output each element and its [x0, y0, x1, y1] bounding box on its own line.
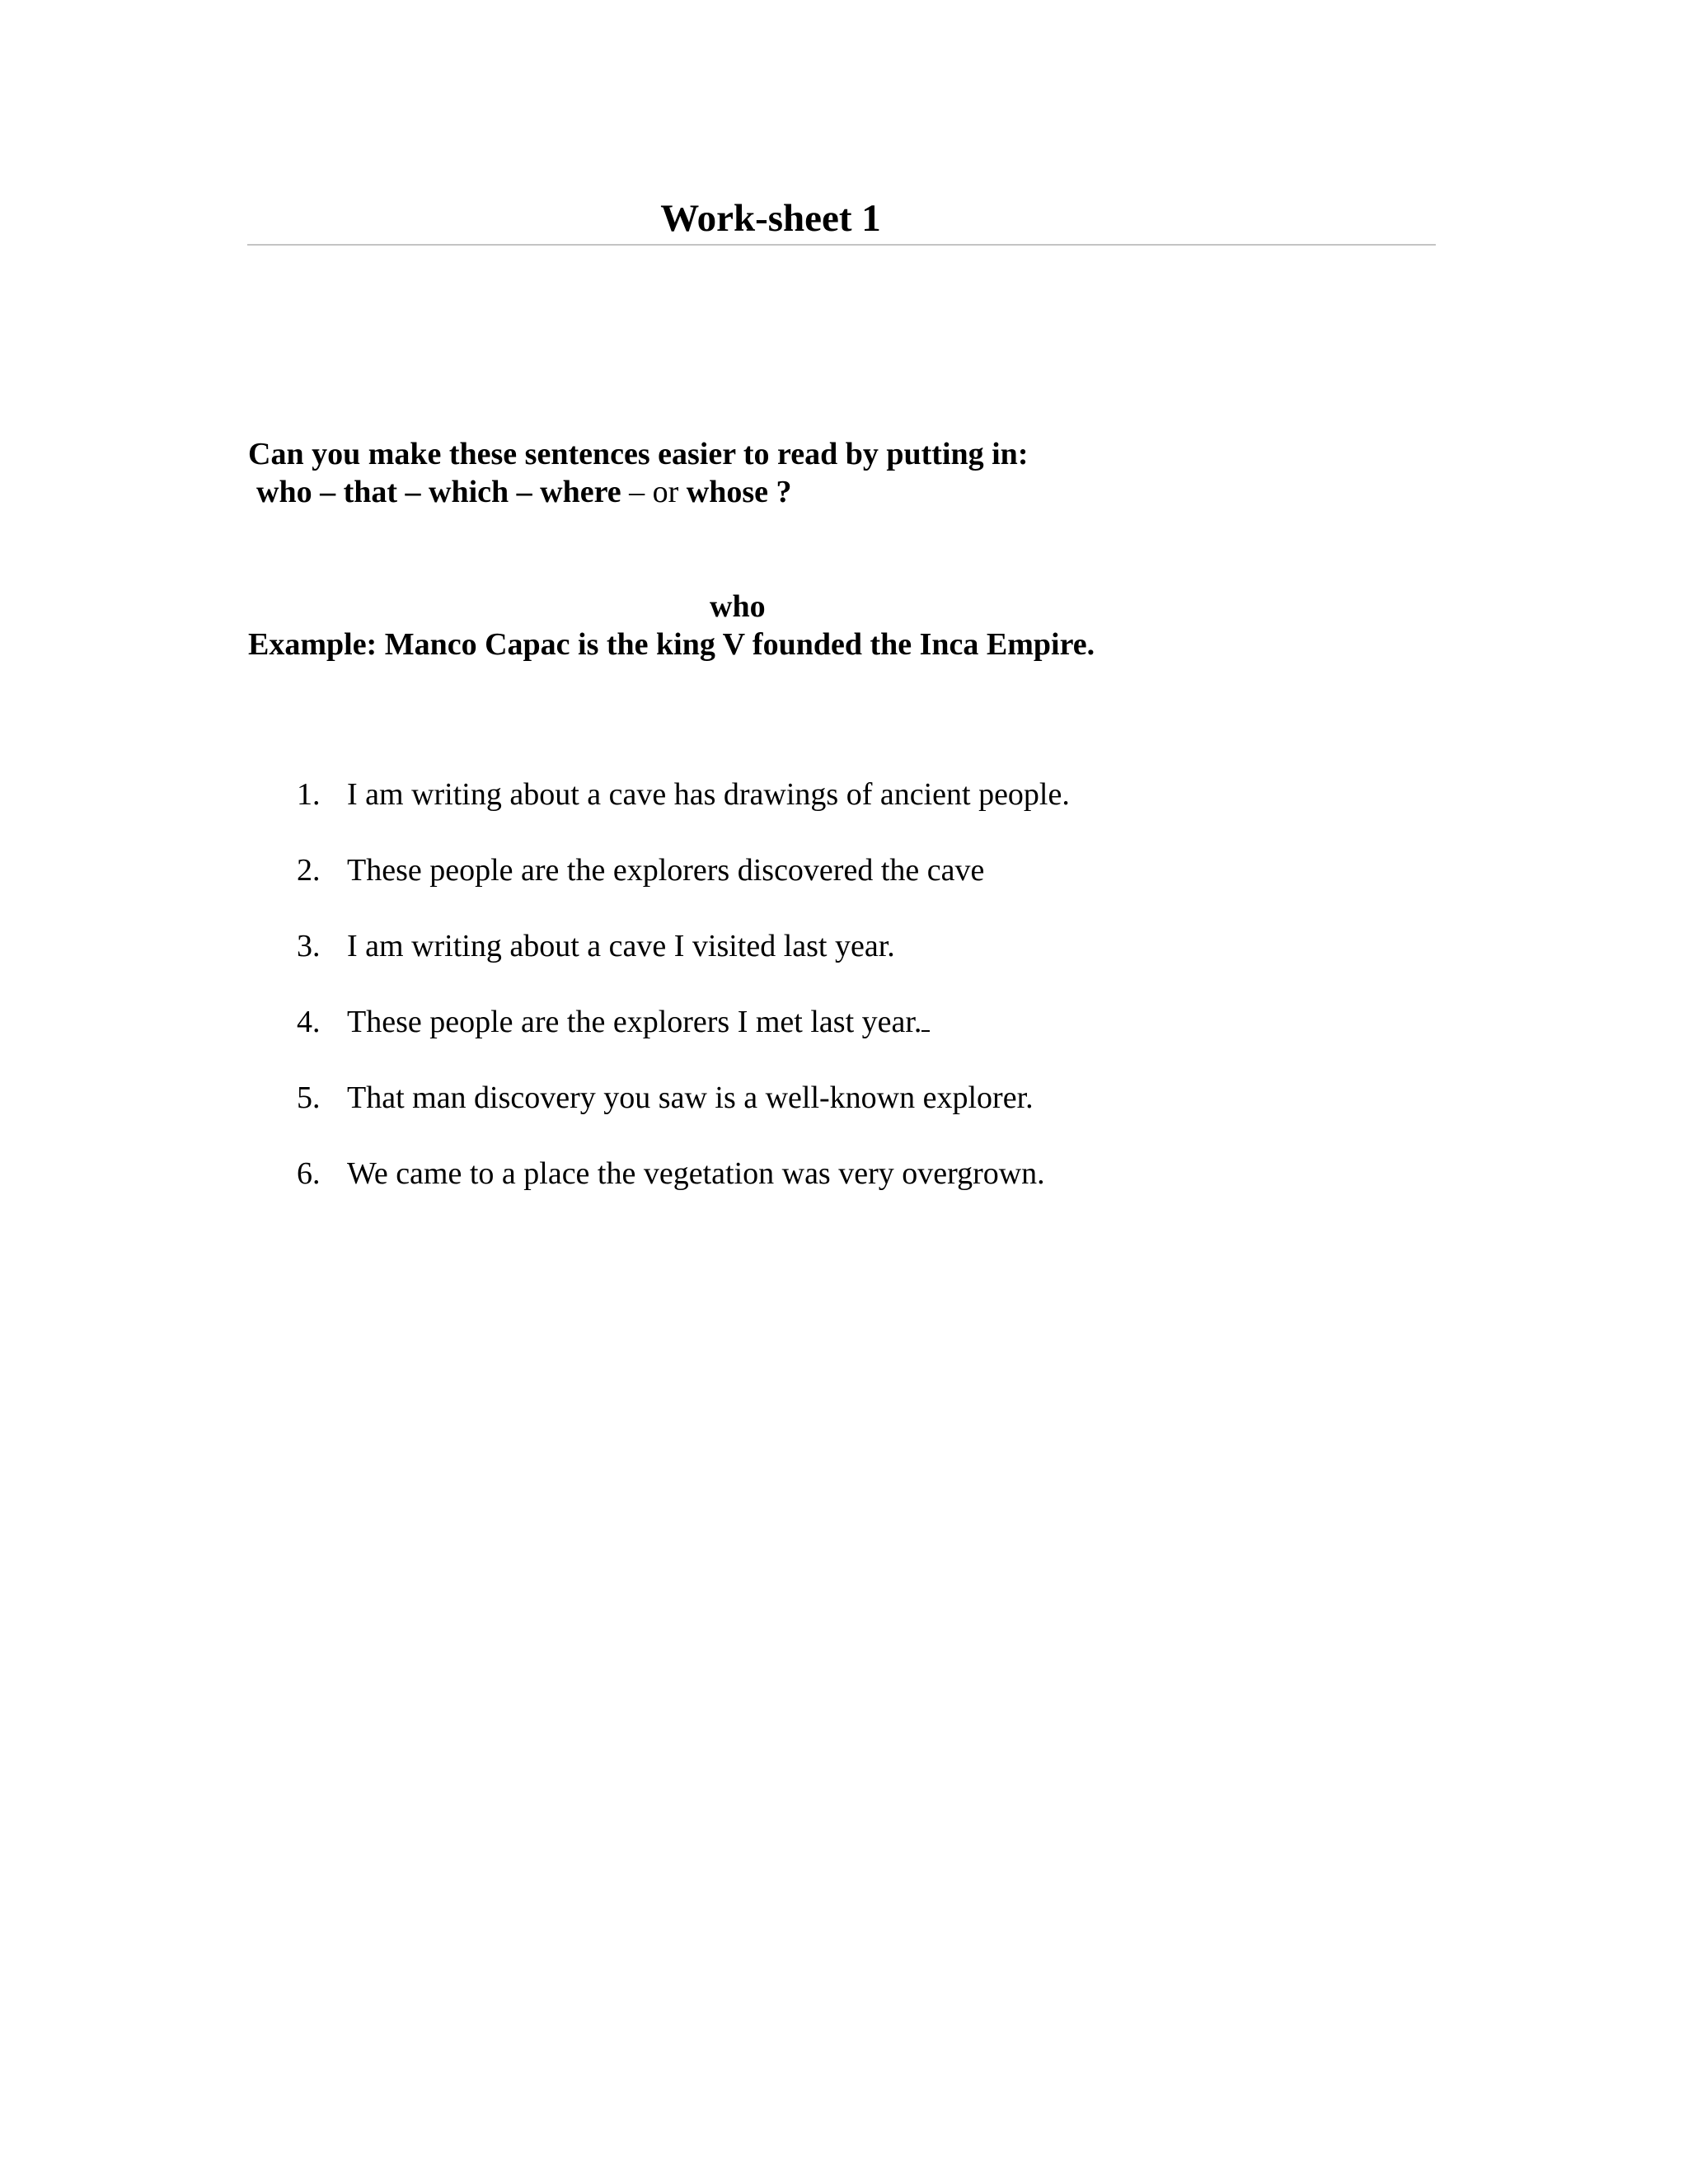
example-inserted-word: who	[710, 589, 766, 624]
word-options-or: – or	[621, 475, 687, 509]
instruction-line: Can you make these sentences easier to read by putting in:	[248, 437, 1029, 471]
answer-blank-mark	[921, 1005, 930, 1032]
list-item-text: I am writing about a cave I visited last year.	[347, 929, 895, 963]
title-divider	[247, 244, 1436, 246]
word-options-last: whose ?	[686, 475, 792, 509]
list-item-text: These people are the explorers I met last year.	[347, 1005, 922, 1039]
page-title: Work-sheet 1	[660, 197, 881, 240]
instructions	[248, 435, 1567, 511]
list-item-number: 6.	[297, 1156, 321, 1191]
list-item-number: 3.	[297, 929, 321, 963]
list-item-number: 1.	[297, 777, 321, 812]
list-item-text: We came to a place the vegetation was very overgrown.	[347, 1156, 1045, 1191]
list-item-text: That man discovery you saw is a well-known explorer.	[347, 1080, 1034, 1115]
list-item-number: 2.	[297, 853, 321, 888]
example-sentence: Example: Manco Capac is the king V founded the Inca Empire.	[248, 627, 1095, 662]
word-options	[248, 473, 1567, 511]
list-item-text: I am writing about a cave has drawings of ancient people.	[347, 777, 1070, 812]
list-item-number: 5.	[297, 1080, 321, 1115]
list-item-number: 4.	[297, 1005, 321, 1039]
word-options-list: who – that – which – where	[256, 475, 621, 509]
list-item-text-with-blank	[347, 1003, 930, 1041]
list-item-text: These people are the explorers discovered the cave	[347, 853, 985, 888]
